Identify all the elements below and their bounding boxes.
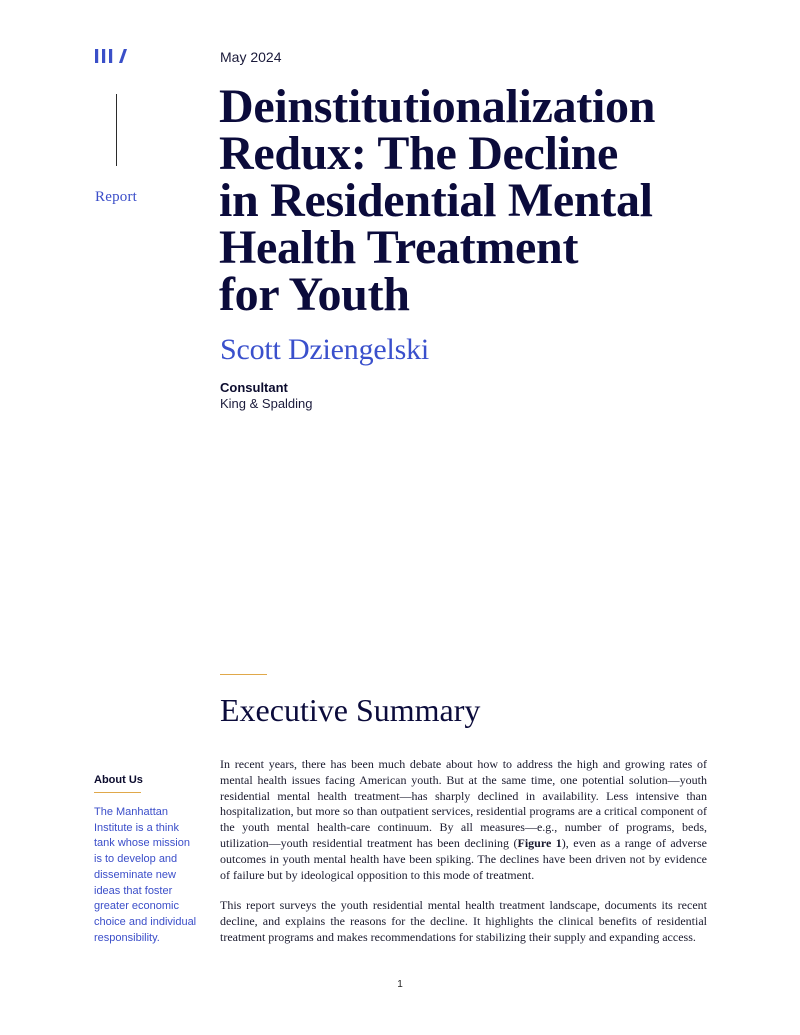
document-type-label: Report [95,189,138,205]
sidebar-divider [116,94,117,166]
about-us-text [94,805,206,946]
paragraph-text: ), even as a range of adverse outcomes in youth mental health have been spiking. The declines have been driven not by evidence of failure but by ideological opposition to this mode of treatment. [220,835,707,882]
about-us-heading: About Us [94,774,143,786]
about-line: greater economic [94,900,179,913]
paragraph-text: In recent years, there has been much debate about how to address the high and growing rates of mental health issues facing American youth. But at the same time, one potential solution—youth residential mental health treatment—has sharply declined in availability. Less intensive than hospitalization, but more so than outpatient services, residential programs are a critical component of the youth mental health-care continuum. By all measures—e.g., number of programs, beds, utilization—youth residential treatment has been declining ( [220,757,707,850]
page-number: 1 [397,979,403,990]
title-line: for Youth [219,268,410,321]
author-name: Scott Dziengelski [220,333,430,366]
about-line: choice and individual [94,915,197,928]
section-accent-rule [220,674,267,675]
about-line: The Manhattan [94,806,168,818]
about-line: responsibility. [94,931,160,944]
author-role: Consultant [220,380,288,395]
title-line: Redux: The Decline [219,127,619,180]
about-line: is to develop and [94,853,178,866]
figure-reference-link[interactable]: Figure 1 [517,835,562,850]
about-accent-rule [94,792,141,793]
about-line: ideas that foster [94,884,173,897]
summary-paragraph-1 [220,757,707,883]
title-line: in Residential Mental [219,174,653,227]
publication-date: May 2024 [220,49,282,65]
about-line: tank whose mission [94,837,190,850]
title-line: Health Treatment [219,221,579,274]
about-line: disseminate new [94,868,176,881]
executive-summary-heading: Executive Summary [220,692,481,728]
author-organization: King & Spalding [220,396,313,411]
summary-paragraph-2: This report surveys the youth residential mental health treatment landscape, documents its recent decline, and explains the reasons for the decline. It highlights the clinical benefits of residential treatment programs and makes recommendations for stabilizing their supply and expanding access. [220,898,707,944]
report-title [219,80,739,321]
title-line: Deinstitutionalization [219,80,656,133]
manhattan-institute-logo-icon [95,49,127,63]
about-line: Institute is a think [94,821,179,834]
